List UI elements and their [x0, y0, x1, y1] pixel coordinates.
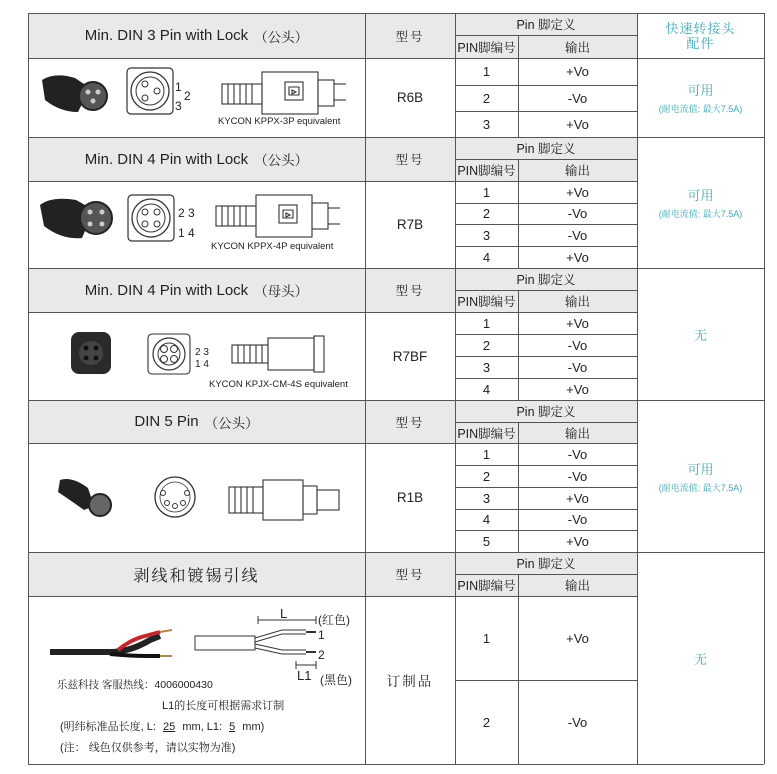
- section-bottom-line: [28, 764, 764, 765]
- section-title: [28, 400, 365, 443]
- outer-right-border: [764, 13, 765, 764]
- pin-output: -Vo: [567, 512, 588, 527]
- pin-output: +Vo: [566, 630, 589, 646]
- pin-face-diagram-3pin: [127, 68, 173, 114]
- color-disclaimer: (注： 线色仅供参考，请以实物为准): [60, 742, 236, 754]
- pin-label: 1 4: [178, 226, 195, 240]
- model-header: 型号: [395, 29, 425, 44]
- pin-output: -Vo: [567, 337, 588, 353]
- pin-number: 1: [482, 184, 491, 200]
- pin-number: 1: [482, 315, 491, 331]
- adapter-current-note: (耐电流值: 最大7.5A): [658, 482, 743, 493]
- pin-number: 3: [482, 227, 491, 243]
- pin-number: 2: [482, 337, 491, 353]
- pin-number: 1: [482, 630, 491, 646]
- pin-number: 2: [482, 90, 491, 106]
- connector-side-drawing-3pin: [222, 72, 346, 114]
- adapter-cell: [637, 400, 764, 552]
- section-title-cn: （公头）: [254, 29, 309, 45]
- section-title: [28, 137, 365, 181]
- pin-output: +Vo: [566, 490, 589, 506]
- adapter-header: 快速转接头 配件: [665, 20, 736, 51]
- note-part: (明纬标准品长度, L:: [60, 721, 160, 733]
- adapter-current-note: (耐电流值: 最大7.5A): [658, 209, 743, 219]
- connector-model-label: KYCON KPJX-CM-4S equivalent: [209, 379, 348, 390]
- adapter-availability: 可用: [687, 461, 714, 477]
- pin-output: -Vo: [567, 359, 588, 375]
- pin-label: 3: [175, 99, 182, 113]
- pin-output: -Vo: [567, 468, 588, 484]
- pin-label: 2 3: [178, 206, 195, 220]
- note-part: 25: [163, 721, 176, 733]
- pin-output: +Vo: [566, 249, 589, 265]
- pin-number: 1: [482, 446, 491, 462]
- pin-face-diagram-5pin: [155, 477, 195, 517]
- pin-output: +Vo: [566, 116, 589, 132]
- wire-1-label: 1: [318, 628, 325, 642]
- pin-no-header: PIN脚编号: [457, 579, 516, 593]
- adapter-availability: 无: [693, 327, 707, 343]
- model-header: 型号: [395, 415, 425, 430]
- model-value: 订制品: [386, 674, 434, 689]
- pin-no-header: PIN脚编号: [457, 40, 516, 55]
- output-header: 输出: [564, 40, 590, 55]
- pin-no-header: PIN脚编号: [457, 164, 516, 178]
- plug-side-drawing-5pin: [229, 480, 339, 520]
- plug-photo-3pin: [42, 75, 107, 112]
- note-part: 5: [229, 721, 236, 733]
- pin-output: +Vo: [566, 315, 589, 331]
- note-part: mm, L1:: [179, 721, 226, 733]
- output-header: 输出: [564, 426, 590, 441]
- wire-note: L1的长度可根据需求订制: [162, 700, 285, 712]
- socket-side-drawing-4pin: [232, 336, 324, 372]
- connector-model-label: KYCON KPPX-3P equivalent: [218, 116, 341, 127]
- pin-number: 5: [482, 533, 491, 549]
- socket-photo-4pin: [71, 332, 111, 374]
- pin-output: -Vo: [567, 446, 588, 462]
- output-header: 输出: [564, 295, 590, 309]
- pin-number: 1: [482, 64, 491, 79]
- plug-photo-4pin: [40, 199, 112, 238]
- wire-dimension-drawing: [195, 616, 316, 669]
- connector-side-drawing-4pin: [216, 195, 340, 237]
- pin-output: -Vo: [567, 227, 588, 243]
- pin-def-header: Pin 脚定义: [516, 18, 576, 32]
- section-title: [28, 552, 365, 596]
- note-part: mm): [239, 721, 265, 733]
- pin-output: -Vo: [567, 90, 588, 106]
- adapter-cell: [637, 58, 764, 137]
- pin-label: 2 3: [195, 347, 209, 358]
- section-title-text: Min. DIN 3 Pin with Lock: [84, 27, 249, 44]
- pin-label: 2: [184, 89, 191, 103]
- model-header: 型号: [395, 568, 425, 582]
- model-header: 型号: [395, 153, 425, 167]
- pin-no-header: PIN脚编号: [457, 426, 516, 441]
- section-title-cn: （公头）: [254, 153, 309, 168]
- adapter-availability: 可用: [687, 188, 714, 203]
- connector-model-label: KYCON KPPX-4P equivalent: [211, 241, 334, 252]
- section-title-text: Min. DIN 4 Pin with Lock: [84, 150, 249, 168]
- pin-no-header: PIN脚编号: [457, 295, 516, 309]
- pin-def-header: Pin 脚定义: [516, 405, 576, 419]
- pin-number: 4: [482, 249, 491, 265]
- pin-output: +Vo: [566, 184, 589, 200]
- length-L1-label: L1: [297, 668, 312, 683]
- pin-label: 1: [175, 80, 182, 94]
- pin-number: 2: [482, 468, 491, 484]
- section-title-text: Min. DIN 4 Pin with Lock: [84, 281, 249, 299]
- model-value: R7B: [396, 217, 424, 232]
- hotline-text: 乐兹科技 客服热线：4006000430: [57, 679, 213, 691]
- standard-length-note: [60, 718, 264, 734]
- pin-output: +Vo: [566, 381, 589, 397]
- length-L-label: L: [280, 606, 288, 621]
- adapter-cell: [637, 552, 764, 764]
- pin-number: 3: [482, 116, 491, 132]
- pin-def-header: Pin 脚定义: [516, 557, 576, 571]
- adapter-availability: 可用: [687, 83, 714, 98]
- wire-2-label: 2: [318, 648, 325, 662]
- pin-def-header: Pin 脚定义: [516, 273, 576, 287]
- black-wire-label: (黑色): [320, 673, 352, 687]
- plug-photo-5pin: [58, 479, 111, 516]
- section-title-text: DIN 5 Pin: [134, 413, 199, 430]
- section-title-text: 剥线和镀锡引线: [133, 567, 260, 585]
- pin-number: 4: [482, 381, 491, 397]
- section-title-cn: （母头）: [254, 284, 309, 299]
- output-header: 输出: [564, 164, 590, 178]
- outer-left-border: [28, 13, 29, 764]
- pin-number: 3: [482, 359, 491, 375]
- pin-number: 2: [482, 714, 491, 730]
- adapter-cell: [637, 268, 764, 400]
- red-wire-label: (红色): [318, 613, 350, 627]
- model-value: R6B: [396, 90, 424, 105]
- model-value: R7BF: [392, 348, 428, 364]
- pin-label: 1 4: [195, 359, 209, 370]
- pin-number: 4: [482, 512, 491, 527]
- section-title: [28, 13, 365, 58]
- wire-photo: [50, 630, 172, 656]
- socket-face-diagram-4pin: [148, 334, 190, 374]
- pin-number: 3: [482, 490, 491, 506]
- adapter-current-note: (耐电流值: 最大7.5A): [658, 104, 743, 114]
- pin-def-header: Pin 脚定义: [516, 142, 576, 156]
- output-header: 输出: [564, 579, 590, 593]
- pin-output: -Vo: [567, 714, 588, 730]
- section-title-cn: （公头）: [204, 415, 259, 431]
- pin-output: +Vo: [566, 64, 589, 79]
- pin-face-diagram-4pin: [128, 195, 174, 241]
- pin-output: -Vo: [567, 206, 588, 221]
- pin-output: +Vo: [566, 533, 589, 549]
- pin-number: 2: [482, 206, 491, 221]
- adapter-availability: 无: [693, 651, 707, 667]
- model-header: 型号: [395, 284, 425, 298]
- adapter-cell: [637, 137, 764, 268]
- model-value: R1B: [396, 490, 424, 505]
- section-title: [28, 268, 365, 312]
